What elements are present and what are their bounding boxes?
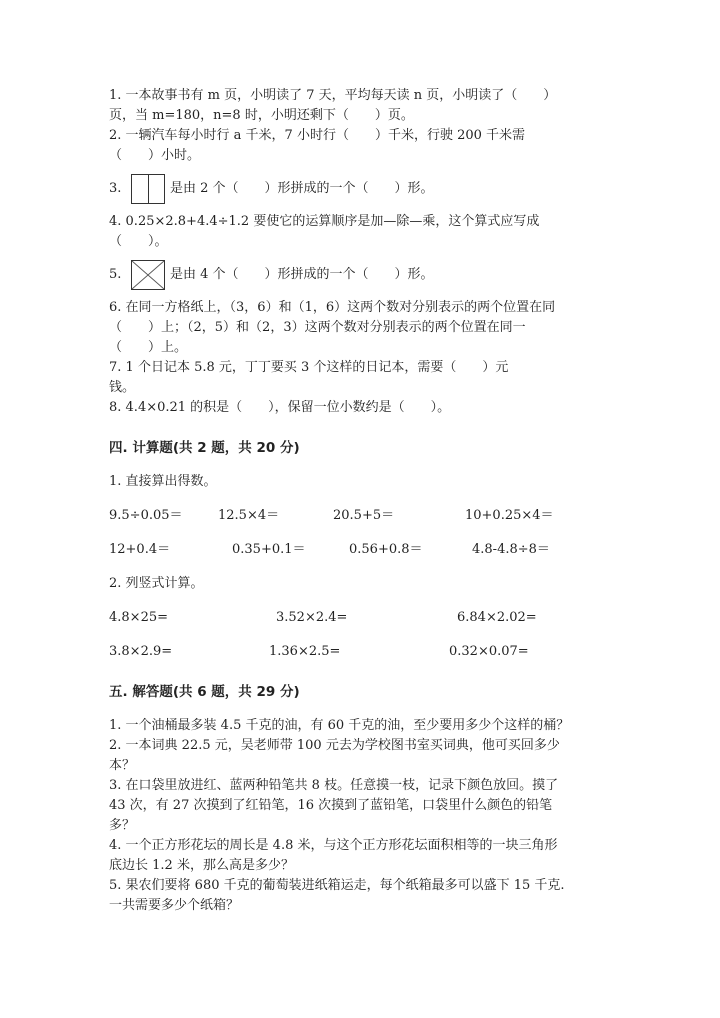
question-line: 本？ [109,758,136,773]
question-line: 4. 一个正方形花坛的周长是 4.8 米，与这个正方形花坛面积相等的一块三角形 [109,838,558,853]
section-5-heading: 五. 解答题(共 6 题，共 29 分) [109,684,300,700]
calc-item: 0.35+0.1＝ [232,542,306,557]
fill-question-3 [109,170,614,208]
question-line: 5. 果农们要将 680 千克的葡萄装进纸箱运走，每个纸箱最多可以盛下 15 千克. [109,878,565,893]
calc-item: 4.8-4.8÷8＝ [472,542,550,557]
calc-item: 12+0.4＝ [109,542,171,557]
fill-question-6 [109,298,614,358]
section-4-part-2-title: 2. 列竖式计算。 [109,576,204,591]
question-line: 一共需要多少个纸箱？ [109,898,240,913]
calc-item: 3.8×2.9= [109,644,173,659]
question-line: （ ）。 [109,234,168,249]
question-line: 43 次，有 27 次摸到了红铅笔，16 次摸到了蓝铅笔，口袋里什么颜色的铅笔 [109,798,553,813]
vertical-calc-row-1 [109,608,614,628]
square-diagonals-icon [131,260,165,290]
calc-item: 20.5+5＝ [333,508,395,523]
question-text: 是由 2 个（ ）形拼成的一个（ ）形。 [170,181,434,196]
question-line: 8. 4.4×0.21 的积是（ ），保留一位小数约是（ ）。 [109,400,451,415]
calc-item: 12.5×4＝ [218,508,280,523]
section-4-part-1-title: 1. 直接算出得数。 [109,474,217,489]
fill-question-4 [109,212,614,252]
question-line: 页，当 m=180，n=8 时，小明还剩下（ ）页。 [109,108,414,123]
calc-item: 0.56+0.8＝ [349,542,423,557]
word-problem-4 [109,836,614,876]
question-line: 1. 一本故事书有 m 页，小明读了 7 天，平均每天读 n 页，小明读了（ ） [109,88,557,103]
fill-question-8 [109,398,614,418]
question-line: 2. 一辆汽车每小时行 a 千米，7 小时行（ ）千米，行驶 200 千米需 [109,128,526,143]
word-problem-5 [109,876,614,916]
calc-item: 6.84×2.02= [457,610,537,625]
rectangle-split-two-icon [131,174,165,204]
question-line: 3. 在口袋里放进红、蓝两种铅笔共 8 枝。任意摸一枝，记录下颜色放回。摸了 [109,778,559,793]
question-line: 钱。 [109,380,136,395]
word-problem-3 [109,776,614,836]
fill-question-2 [109,126,614,166]
word-problem-2 [109,736,614,776]
question-line: （ ）小时。 [109,148,201,163]
section-4-heading: 四. 计算题(共 2 题，共 20 分) [109,440,300,456]
calc-item: 4.8×25= [109,610,169,625]
calc-item: 10+0.25×4＝ [465,508,554,523]
calc-item: 9.5÷0.05＝ [109,508,183,523]
question-text: 是由 4 个（ ）形拼成的一个（ ）形。 [170,267,434,282]
vertical-calc-row-2 [109,642,614,662]
question-line: （ ）上；（2，5）和（2，3）这两个数对分别表示的两个位置在同一 [109,320,526,335]
question-line: 底边长 1.2 米，那么高是多少？ [109,858,294,873]
question-line: 多？ [109,818,136,833]
word-problem-1 [109,716,614,736]
fill-question-7 [109,358,614,398]
question-line: 2. 一本词典 22.5 元，吴老师带 100 元去为学校图书室买词典，他可买回多少 [109,738,560,753]
question-line: 4. 0.25×2.8+4.4÷1.2 要使它的运算顺序是加—除—乘，这个算式应写成 [109,214,540,229]
calc-item: 3.52×2.4= [276,610,348,625]
question-line: 6. 在同一方格纸上，（3，6）和（1，6）这两个数对分别表示的两个位置在同 [109,300,556,315]
worksheet-page [109,86,614,916]
oral-calc-row-2 [109,540,614,560]
oral-calc-row-1 [109,506,614,526]
fill-question-1 [109,86,614,126]
question-number: 3. [109,181,122,196]
question-line: 7. 1 个日记本 5.8 元，丁丁要买 3 个这样的日记本，需要（ ）元 [109,360,509,375]
question-number: 5. [109,267,122,282]
question-line: 1. 一个油桶最多装 4.5 千克的油，有 60 千克的油，至少要用多少个这样的桶？ [109,718,570,733]
calc-item: 0.32×0.07= [449,644,529,659]
fill-question-5 [109,256,614,294]
question-line: （ ）上。 [109,340,188,355]
calc-item: 1.36×2.5= [269,644,341,659]
